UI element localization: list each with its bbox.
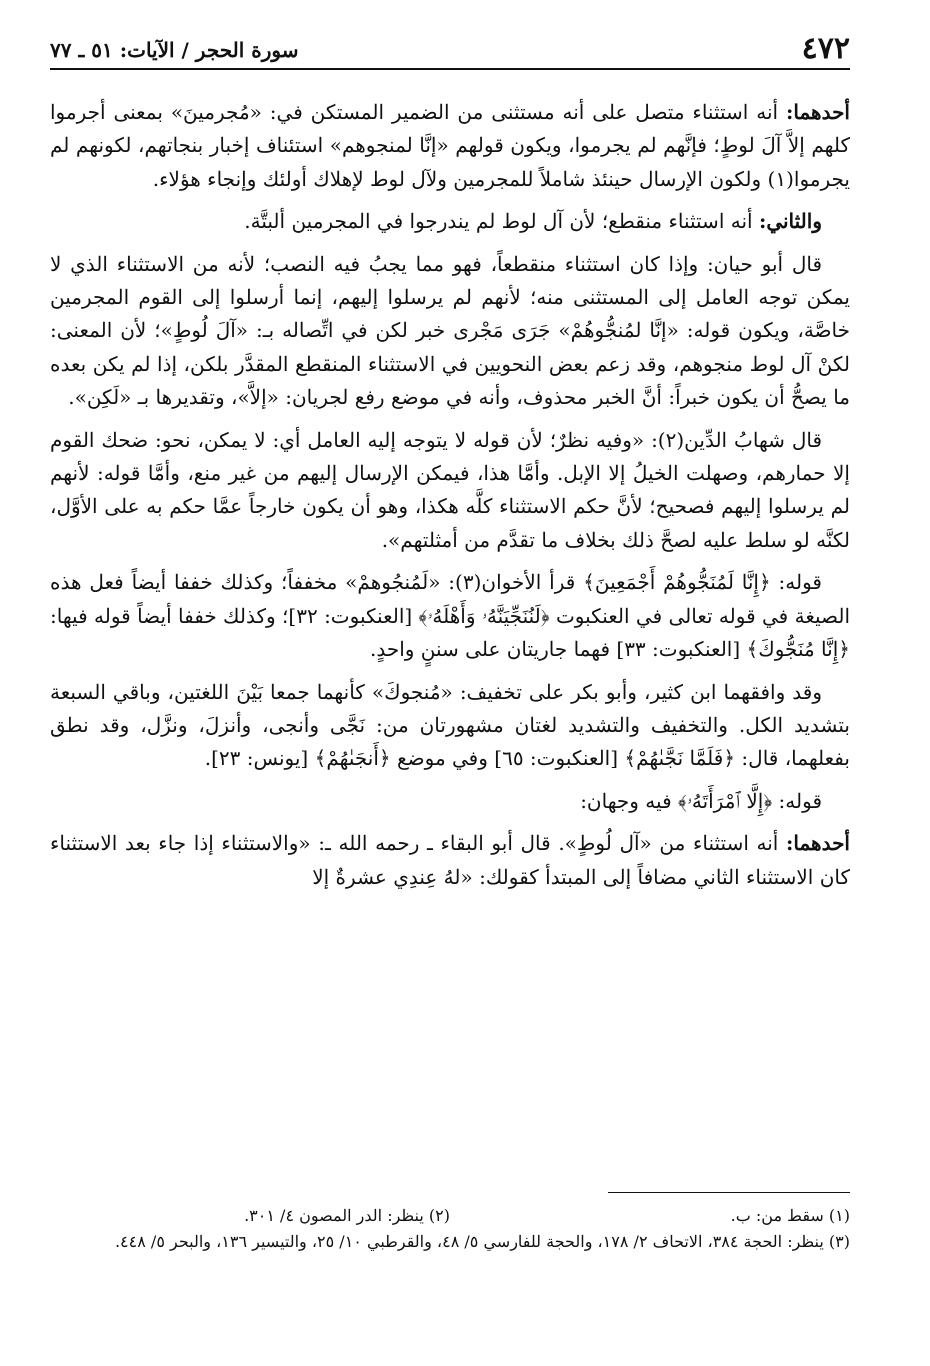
page-header	[50, 26, 850, 70]
footnotes	[50, 1203, 850, 1255]
paragraph-readings	[50, 566, 850, 666]
paragraph-text: قوله: ﴿إِنَّا لَمُنَجُّوهُمْ أَجْمَعِينَ﴾ قرأ الأخوان(٣): «لَمُنجُوهمْ» مخففاً؛ وكذلك خففا أيضاً فعل هذه الصيغة في قوله تعالى في العنكبوت ﴿لَنُنَجِّيَنَّهُۥ وَأَهْلَهُۥ﴾ [العنكبوت: ٣٢]؛ وكذلك خففا أيضاً قوله فيها: ﴿إِنَّا مُنَجُّوكَ﴾ [العنكبوت: ٣٣] فهما جاريتان على سننٍ واحدٍ.	[50, 570, 850, 662]
paragraph-text: قوله: ﴿إِلَّا ٱمْرَأَتَهُۥ﴾ فيه وجهان:	[580, 788, 822, 813]
paragraph-abu-hayyan	[50, 248, 850, 415]
paragraph-lead: والثاني:	[758, 209, 822, 234]
paragraph-text: أنه استثناء من «آل لُوطٍ». قال أبو البقاء ـ رحمه الله ـ: «والاستثناء إذا جاء بعد الاستثناء كان الاستثناء الثاني مضافاً إلى المبتدأ كقولك: «لهُ عِندِي عشرةٌ إلا	[50, 831, 850, 889]
paragraph-illa-imraatahu	[50, 785, 850, 818]
paragraph-ibn-kathir	[50, 676, 850, 776]
footnote-divider	[608, 1192, 850, 1193]
paragraph-lead: أحدهما:	[785, 100, 850, 124]
paragraph-second-view	[50, 205, 850, 238]
running-head: سورة الحجر / الآيات: ٥١ ـ ٧٧	[50, 38, 299, 62]
paragraph-text: أنه استثناء متصل على أنه مستثنى من الضمير المستكن في: «مُجرمينَ» بمعنى أجرموا كلهم إلاَّ آلَ لوطٍ؛ فإنَّهم لم يجرموا، ويكون قولهم «إنَّا لمنجوهم» استئناف إخبار بنجاتهم، لكونهم لم يجرموا(١) ولكون الإرسال حينئذ شاملاً للمجرمين ولآل لوط لإهلاك أولئك وإنجاء هؤلاء.	[50, 100, 850, 191]
paragraph-text: قال أبو حيان: وإذا كان استثناء منقطعاً، فهو مما يجبُ فيه النصب؛ لأنه من الاستثناء الذي لا يمكن توجه العامل إلى المستثنى منه؛ لأنهم لم يرسلوا إليهم، إنما أرسلوا إلى القوم المجرمين خاصَّة، ويكون قوله: «إنَّا لمُنجُّوهُمْ» جَرَى مَجْرى خبر لكن في اتِّصاله بـ: «آلَ لُوطٍ»؛ لأن المعنى: لكنْ آل لوط منجوهم، وقد زعم بعض النحويين في الاستثناء المنقطع المقدَّر بلكن، إذا لم يكن بعده ما يصحُّ أن يكون خبراً: أنَّ الخبر محذوف، وأنه في موضع رفع لجريان: «إلاَّ»، وتقديرها بـ «لَكِن».	[50, 251, 850, 410]
paragraph-text: أنه استثناء منقطع؛ لأن آل لوط لم يندرجوا في المجرمين ألبتَّة.	[244, 209, 759, 234]
paragraph-text: قال شهابُ الدِّين(٢): «وفيه نظرٌ؛ لأن قوله لا يتوجه إليه العامل أي: لا يمكن، نحو: ضحك القوم إلا حمارهم، وصهلت الخيلُ إلا الإبل. وأمَّا هذا، فيمكن الإرسال إليهم من غير منع، وأمَّا قوله: لأنهم لم يرسلوا إليهم فصحيح؛ لأنَّ حكم الاستثناء كلَّه هكذا، وهو أن يكون خارجاً عمَّا حكم به على الأوَّل، لكنَّه لو سلط عليه لصحَّ ذلك بخلاف ما تقدَّم من أمثلتهم».	[50, 427, 850, 552]
footnote-3: (٣) ينظر: الحجة ٣٨٤، الاتحاف ٢/ ١٧٨، والحجة للفارسي ٥/ ٤٨، والقرطبي ١٠/ ٢٥، والتيسير ١٣٦، والبحر ٥/ ٤٤٨.	[114, 1232, 850, 1251]
page-number: ٤٧٢	[801, 31, 850, 66]
paragraph-first-aspect	[50, 827, 850, 894]
paragraph-lead: أحدهما:	[785, 831, 850, 856]
main-text	[50, 96, 850, 903]
paragraph-first-view	[50, 96, 850, 196]
footnote-row	[50, 1203, 850, 1229]
footnote-1: (١) سقط من: ب.	[730, 1206, 850, 1225]
paragraph-shihab-al-din	[50, 424, 850, 558]
footnote-2: (٢) ينظر: الدر المصون ٤/ ٣٠١.	[244, 1206, 450, 1225]
paragraph-text: وقد وافقهما ابن كثير، وأبو بكر على تخفيف: «مُنجوكَ» كأنهما جمعا بَيْنَ اللغتين، وباقي السبعة بتشديد الكل. والتخفيف والتشديد لغتان مشهورتان من: نَجَّى وأنجى، وأنزلَ، ونزَّل، وقد نطق بفعلهما، قال: ﴿فَلَمَّا نَجَّىٰهُمْ﴾ [العنكبوت: ٦٥] وفي موضع ﴿أَنجَىٰهُمْ﴾ [يونس: ٢٣].	[50, 679, 850, 771]
